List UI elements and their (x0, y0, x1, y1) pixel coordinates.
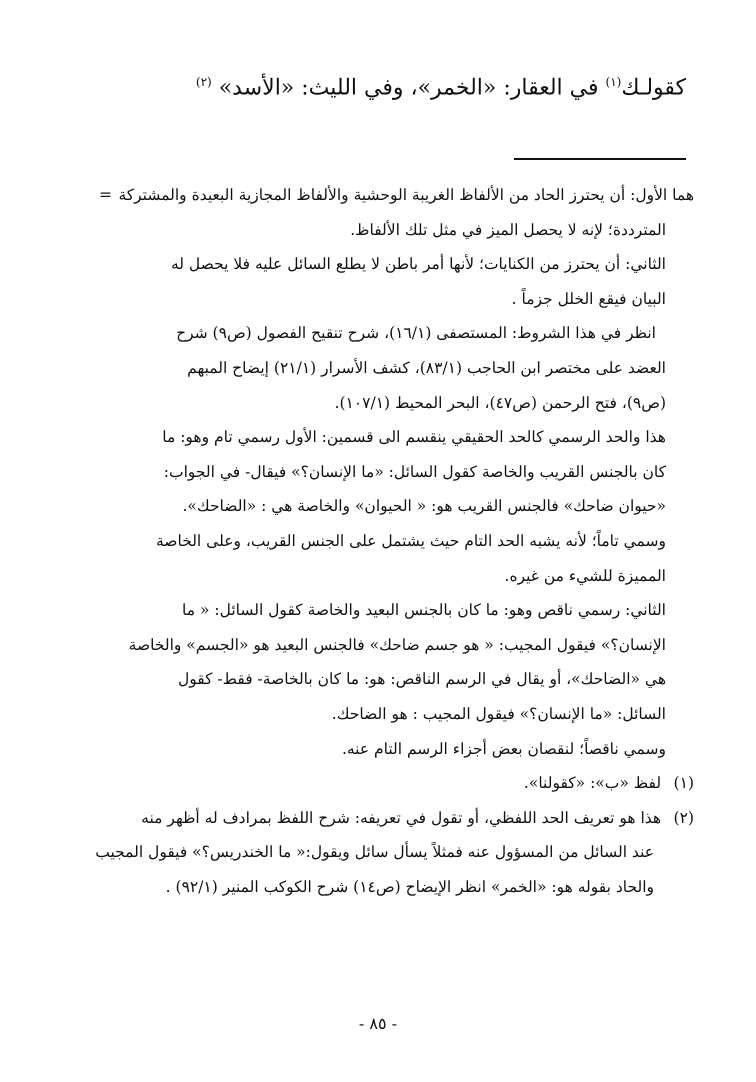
footnote-text: هذا هو تعريف الحد اللفظي، أو تقول في تعريفه: شرح اللفظ بمرادف له أظهر منه (141, 808, 662, 827)
continued-note-line: هي «الضاحك»، أو يقال في الرسم الناقص: هو: ما كان بالخاصة- فقط- كقول (177, 670, 666, 689)
footnote-number: (٢) (673, 808, 694, 827)
continued-note-line: الإنسان؟» فيقول المجيب: « هو جسم ضاحك» فالجنس البعيد هو «الجسم» والخاصة (128, 635, 666, 654)
continued-note-line: السائل: «ما الإنسان؟» فيقول المجيب : هو الضاحك. (331, 704, 666, 723)
footnote-2 (62, 801, 694, 836)
continued-note-line: الثاني: أن يحترز من الكنايات؛ لأنها أمر باطن لا يطلع السائل عليه فلا يحصل له (170, 255, 666, 274)
continued-note-line: «حيوان ضاحك» فالجنس القريب هو: « الحيوان» والخاصة هي : «الضاحك». (182, 497, 666, 516)
main-text-part-2: في العقار: «الخمر»، وفي الليث: «الأسد» (218, 75, 606, 101)
page-number: - ٨٥ - (358, 1014, 398, 1033)
footnote-text: لفظ «ب»: «كقولنا». (523, 774, 662, 793)
continued-note-line: (ص٩)، فتح الرحمن (ص٤٧)، البحر المحيط (١٠٧/١). (334, 393, 666, 412)
continued-note-line: هذا والحد الرسمي كالحد الحقيقي ينقسم الى قسمين: الأول رسمي تام وهو: ما (162, 428, 666, 447)
continued-note-line: كان بالجنس القريب والخاصة كقول السائل: «ما الإنسان؟» فيقال- في الجواب: (163, 462, 666, 481)
continued-note-line: المترددة؛ لإنه لا يحصل الميز في مثل تلك الألفاظ. (350, 220, 666, 239)
footnotes-area (62, 178, 694, 904)
continued-note-line: العضد على مختصر ابن الحاجب (٨٣/١)، كشف الأسرار (٢١/١) إيضاح المبهم (187, 358, 666, 377)
footnote-separator-rule (514, 158, 686, 160)
footnote-reference-2[interactable]: (٢) (195, 75, 212, 89)
footnote-number: (١) (673, 774, 694, 793)
continued-note-line: المميزة للشيء من غيره. (504, 566, 666, 585)
continued-note-line: وسمي ناقصاً؛ لنقصان بعض أجزاء الرسم التام عنه. (341, 739, 666, 758)
footnote-1 (62, 766, 694, 801)
continued-note-line: الثاني: رسمي ناقص وهو: ما كان بالجنس البعيد والخاصة كقول السائل: « ما (182, 601, 666, 620)
main-text-part-1: كقولـك (621, 75, 686, 101)
continuation-mark: = (99, 186, 112, 204)
footnote-reference-1[interactable]: (١) (605, 75, 622, 89)
footnote-text-line: والحاد بقوله هو: «الخمر» انظر الإيضاح (ص١٤) شرح الكوكب المنير (٩٢/١) . (165, 877, 654, 896)
continued-note-line: البيان فيقع الخلل جزماً . (511, 289, 666, 308)
main-text-line (86, 62, 686, 108)
continued-note-line: هما الأول: أن يحترز الحاد من الألفاظ الغريبة الوحشية والألفاظ المجازية البعيدة والمشتركة = (62, 178, 694, 213)
continued-note-line: انظر في هذا الشروط: المستصفى (١٦/١)، شرح تنقيح الفصول (ص٩) شرح (176, 324, 656, 343)
footnote-text-line: عند السائل من المسؤول عنه فمثلاً يسأل سائل ويقول:« ما الخندريس؟» فيقول المجيب (95, 843, 654, 862)
continued-note-line: وسمي تاماً؛ لأنه يشبه الحد التام حيث يشتمل على الجنس القريب، وعلى الخاصة (156, 531, 666, 550)
